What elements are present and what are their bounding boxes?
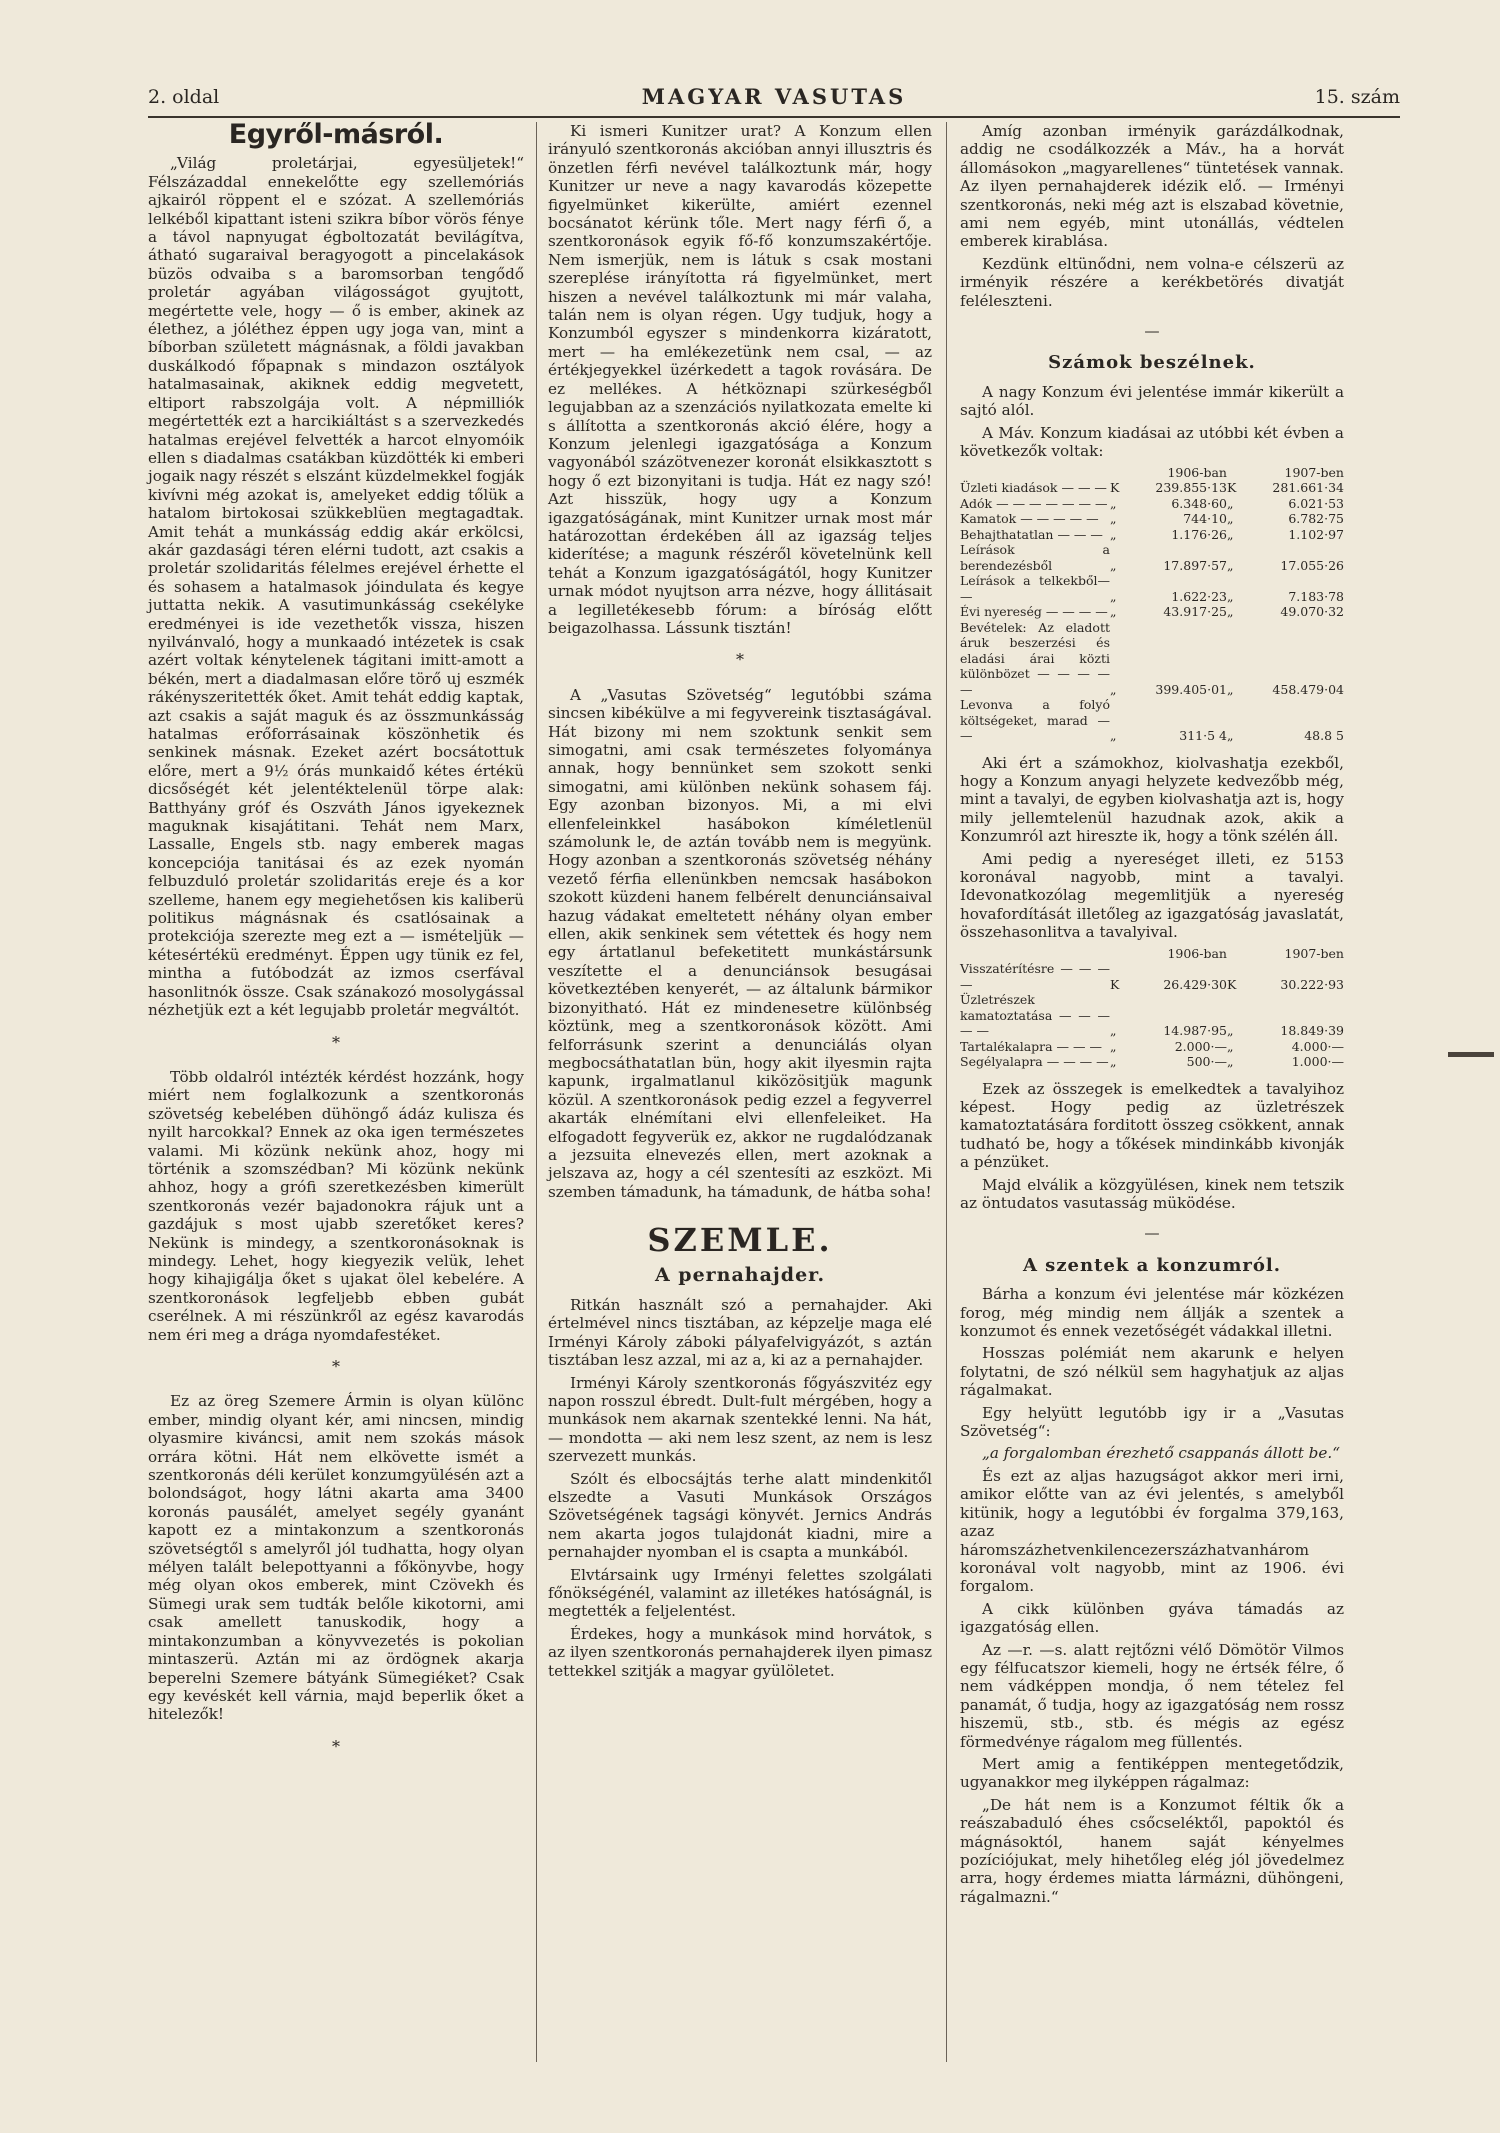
table-cell: Leírások a telkekből— — (960, 573, 1110, 604)
table-row (960, 961, 1344, 992)
paragraph: Ki ismeri Kunitzer urat? A Konzum ellen irányuló szentkoronás akcióban annyi illusztris és önzetlen férfi nevével találkoztunk már, hogy Kunitzer ur neve a nagy kavarodás közepette figyelmünket kikerülte, amiért ezennel bocsánatot kérünk tőle. Mert nagy férfi ő, a szentkoronások egyik fő-fő konzumszakértője. Nem ismerjük, nem is látuk s csak mostani szereplése irányította rá figyelmünket, mert hiszen a nevével találkoztunk mi már valaha, talán nem is olyan régen. Ugy tudjuk, hogy a Konzumból egyszer s mindenkorra kizáratott, mert — ha emlékezetünk nem csal, — az értékjegyekkel üzérkedett a tagok rovására. De ez mellékes. A hétköznapi szürkeségből legujabban az a szenzációs nyilatkozata emelte ki s állította a szentkoronás akció élére, hogy a Konzum jelenlegi igazgatósága a Konzum vagyonából százötvenezer koronát elsikkasztott s hogy ő ezt bizonyitani is tudja. Hát ez nagy szó! Azt hisszük, hogy ugy a Konzum igazgatóságának, mint Kunitzer urnak most már határozottan érdekében áll az igazság teljes kiderítése; a magunk részéről követelnünk kell tehát a Konzum igazgatóságától, hogy Kunitzer urnak módot nyujtson arra nézve, hogy állitásait a legilletékesebb fórum: a bíróság előtt beigazolhassa. Lássunk tisztán! (548, 122, 932, 637)
table-cell: Behajthatatlan — — — (960, 526, 1103, 542)
table-row (960, 1039, 1344, 1055)
section-title-szemle: SZEMLE. (647, 1221, 833, 1260)
paragraph: A cikk különben gyáva támadás az igazgatóság ellen. (960, 1599, 1344, 1637)
column-divider-1 (536, 122, 537, 2062)
table-cell: Üzleti kiadások — — — (960, 480, 1107, 495)
table-header-row (960, 946, 1344, 962)
table-header-cell: 1906-ban (1167, 464, 1227, 480)
column-2 (548, 122, 932, 1684)
table-row (960, 542, 1344, 573)
table-cell: 18.849·39 (1280, 1023, 1344, 1039)
paragraph: Ezek az összegek is emelkedtek a tavalyihoz képest. Hogy pedig az üzletrészek kamatoztatására forditott összeg csökkent, annak tudható be, hogy a tőkések mindinkább kivonják a pénzüket. (960, 1079, 1344, 1172)
table-cell: Levonva a folyó költségeket, marad — — (960, 697, 1110, 743)
paragraph: Szólt és elbocsájtás terhe alatt mindenkitől elszedte a Vasuti Munkások Országos Szövetségének tagsági könyvét. Jernics András nem akarta jogos tulajdonát kiadni, mire a pernahajder nyomban el is csapta a munkából. (548, 1469, 932, 1562)
paragraph: Érdekes, hogy a munkások mind horvátok, s az ilyen szentkoronás pernahajderek ilyen pimasz tettekkel szitják a magyar gyülöletet. (548, 1624, 932, 1680)
table-cell: „ (1226, 1038, 1234, 1054)
table-header-cell: 1907-ben (1284, 464, 1344, 480)
table-cell: „ (1110, 681, 1117, 697)
article-title-szamok-beszelnek: Számok beszélnek. (1048, 352, 1256, 374)
edge-mark (1448, 1052, 1494, 1057)
paragraph: Kezdünk eltünődni, nem volna-e célszerü az irményik részére a kerékbetörés divatját feléleszteni. (960, 254, 1344, 310)
table-cell: Évi nyereség — — — — (960, 604, 1108, 619)
table-cell: 30.222·93 (1280, 976, 1344, 992)
table-cell: „ (1226, 526, 1234, 542)
table-row (960, 527, 1344, 543)
table-cell: „ (1226, 511, 1234, 526)
table-cell: Tartalékalapra — — — (960, 1038, 1102, 1054)
table-cell: 6.021·53 (1288, 495, 1344, 511)
table-cell: 14.987·95 (1163, 1023, 1227, 1039)
expenses-table (960, 465, 1344, 744)
table-cell: „ (1110, 495, 1117, 511)
column-3 (960, 122, 1344, 1910)
paragraph: Több oldalról intézték kérdést hozzánk, hogy miért nem foglalkozunk a szentkoronás szövetség kebelében dühöngő ádáz kulisza és nyilt harcokkal? Ennek az oka igen természetes valami. Mi közünk nekünk ahoz, hogy mi történik a szomszédban? Mi közünk nekünk ahhoz, hogy a grófi szeretkezésben kimerült szentkoronás vezér bajadonokra rájuk unt a gazdájuk s most ujabb szeretőket keres? Nekünk is mindegy, a szentkoronásoknak is mindegy. Lehet, hogy kiegyezik velük, lehet hogy kihajigálja őket s ujakat ölel kebelére. A szentkoronások legfeljebb ebben gubát cserélnek. A mi részünkről az egész kavarodás nem éri meg a drága nyomdafestéket. (148, 1067, 524, 1344)
separator-dash: — (1144, 1224, 1160, 1243)
table-cell: 744·10 (1183, 511, 1227, 526)
table-header-cell: 1907-ben (1284, 945, 1344, 961)
paragraph: Hosszas polémiát nem akarunk e helyen folytatni, de szó nélkül sem hagyhatjuk az aljas rágalmakat. (960, 1344, 1344, 1400)
table-cell: 1.102·97 (1288, 526, 1344, 542)
table-cell: „ (1110, 526, 1117, 542)
page-number: 2. oldal (148, 86, 220, 108)
paragraph: Amíg azonban irményik garázdálkodnak, addig ne csodálkozzék a Máv., ha a horvát állomásokon „magyarellenes“ tüntetések vannak. Az ilyen pernahajderek idézik elő. — Irményi szentkoronás, neki még azt is elszabad követnie, ami nem egyéb, mint utonállás, védtelen emberek kirablása. (960, 122, 1344, 251)
paragraph: Irményi Károly szentkoronás főgyászvitéz egy napon rosszul ébredt. Dult-fult mérgében, hogy a munkások nem akarnak szentekké lenni. Na hát, — mondotta — aki nem lesz szent, az nem is lesz szervezett munkás. (548, 1373, 932, 1466)
article-title-egyrol-masrol: Egyről-másról. (228, 119, 444, 150)
table-cell: 43.917·25 (1163, 604, 1227, 619)
paragraph: Mert amig a fentiképpen mentegetődzik, ugyanakkor meg ilyképpen rágalmaz: (960, 1754, 1344, 1792)
table-cell: 1.000·— (1291, 1054, 1344, 1070)
paragraph: Egy helyütt legutóbb igy ir a „Vasutas Szövetség“: (960, 1403, 1344, 1441)
paragraph: A Máv. Konzum kiadásai az utóbbi két évben a következők voltak: (960, 423, 1344, 461)
table-cell: 6.782·75 (1288, 511, 1344, 526)
newspaper-title: MAGYAR VASUTAS (641, 84, 907, 109)
table-cell: „ (1110, 1023, 1117, 1039)
table-cell: 500·— (1186, 1054, 1227, 1070)
table-cell: Kamatok — — — — — (960, 511, 1099, 526)
table-cell: 49.070·32 (1280, 604, 1344, 619)
table-cell: 281.661·34 (1272, 480, 1344, 495)
table-row (960, 480, 1344, 496)
paragraph: Bárha a konzum évi jelentése már közkézen forog, még mindig nem állják a szentek a konzumot és ennek vezetőségét vádakkal illetni. (960, 1285, 1344, 1341)
paragraph: Majd elválik a közgyülésen, kinek nem tetszik az öntudatos vasutasság müködése. (960, 1175, 1344, 1212)
table-cell: „ (1226, 1054, 1234, 1070)
table-row (960, 620, 1344, 698)
table-header-row (960, 465, 1344, 481)
table-cell: „ (1110, 1054, 1117, 1070)
table-cell: 48.8 5 (1304, 728, 1344, 743)
article-title-szentek-konzumrol: A szentek a konzumról. (1022, 1254, 1282, 1276)
table-cell: 311·5 4 (1179, 728, 1227, 743)
table-cell: 458.479·04 (1272, 681, 1344, 697)
paragraph: A „Vasutas Szövetség“ legutóbbi száma sincsen kibékülve a mi fegyvereink tisztaságával. Hát bizony mi nem szoktunk senkit sem simogatni, ami csak természetes folyománya annak, hogy bennünket sem szokott senki simogatni, ami különben nekünk sohasem fáj. Egy azonban bizonyos. Mi, a mi elvi ellenfeleinkkel hasábokon kíméletlenül számolunk le, de aztán tovább nem is megyünk. Hogy azonban a szentkoronás szövetség néhány vezető férfia ellenünkben nemcsak hasábokon szokott küzdeni hanem felbérelt denunciánsaival hazug vádakat emeltetett néhány olyan ember ellen, akik senkinek sem vétettek és hogy nem egy ártatlanul befeketitett munkástársunk veszítette el a denunciánsok besugásai következtében kenyerét, — az általunk bármikor bizonyitható. Hát ez mindenesetre különbség köztünk, meg a szentkoronások között. Ami felforrásunk szerint a denunciálás olyan megbocsáthatatlan bün, hogy akit ilyesmin rajta kapunk, irgalmatlanul kiközösitjük magunk közül. A szentkoronások pedig ezzel a fegyverrel akarták elnémítani elvi ellenfeleiket. Ha elfogadott fegyverük ez, akkor ne rugdalódzanak a jezsuita elnevezés ellen, mert azoknak a jelszava az, hogy a cél szentesíti az eszközt. Mi szemben támadunk, ha támadunk, de hátba soha! (548, 685, 932, 1201)
table-cell: „ (1110, 1038, 1117, 1054)
table-row (960, 1054, 1344, 1070)
table-cell: 2.000·— (1174, 1038, 1227, 1054)
table-cell: „ (1226, 681, 1234, 697)
paragraph: „Világ proletárjai, egyesüljetek!“ Félszázaddal ennekelőtte egy szellemóriás ajkairól röppent el e szózat. A szellemóriás lelkéből kipattant isteni szikra bíbor vörös fénye a távol napnyugat égboltozatát bevilágítva, átható sugaraival beragyogott a pincelakások büzös odvaiba s a baromsorban tengődő proletár agyában világosságot gyujtott, megértette vele, hogy — ő is ember, akinek az élethez, a jóléthez éppen ugy joga van, mint a bíborban született mágnásnak, a földi javakban duskálkodó főpapnak s mindazon osztályok hatalmasainak, akiknek eddig megvetett, eltiport rabszolgája volt. A népmilliók megértették ezt a harcikiáltást s a szervezkedés hatalmas erejével felvették a harcot elnyomóik ellen s diadalmas csatákban küzdötték ki emberi jogaik nagy részét s elszánt küzdelmekkel fogják kivívni még azokat is, amelyeket eddig tőlük a hatalom birtokosai szükkeblüen megtagadtak. Amit tehát a munkásság eddig akár erkölcsi, akár gazdasági téren elérni tudott, azt csakis a proletár szolidaritás félelmes erejével érhette el és sohasem a hatalmasok jóindulata és kegye juttatta nekik. A vasutimunkásság csekélyke eredményei is ide vezethetők vissza, hiszen nyilvánvaló, hogy a munkaadó intézetek is csak azért voltak kénytelenek tágitani imitt-amott a békén, mert a diadalmasan előre törő uj eszmék rákényszeritették őket. Amit tehát eddig kaptak, azt csakis a saját maguk és az összmunkásság hatalmas erőforrásainak köszönhetik és senkinek másnak. Ezeket azért bocsátottuk előre, mert a 9½ órás munkaidő kétes értékü dicsőségét két jelentéktelenül törpe alak: Batthyány gróf és Oszváth János igyekeznek maguknak kisajátitani. Tehát nem Marx, Lassalle, Engels stb. nagy emberek magas koncepciója tanitásai és az ezek nyomán felbuzduló proletár szolidaritás ereje és a kor szelleme, hanem egy megiehetősen kis kaliberü politikus mágnásnak és csatlósainak a protekciója szerezte meg ezt a — ismételjük — kétesértékü eredményt. Éppen ugy tünik ez fel, mintha a futóbodzát az izmos cserfával hasonlitnók össze. Csak szánakozó mosolygással nézhetjük ezt a két legujabb proletár megváltót. (148, 154, 524, 1020)
table-row (960, 604, 1344, 620)
table-cell: „ (1226, 588, 1234, 604)
table-cell: K (1110, 480, 1120, 495)
table-cell: „ (1110, 557, 1117, 573)
table-cell: „ (1226, 495, 1234, 511)
paragraph: A nagy Konzum évi jelentése immár kikerült a sajtó alól. (960, 382, 1344, 420)
table-cell: 399.405·01 (1155, 681, 1227, 697)
paragraph: Ritkán használt szó a pernahajder. Aki értelmével nincs tisztában, az képzelje maga elé Irményi Károly záboki pályafelvigyázót, s aztán tisztában lesz azzal, mi az a, ki az a pernahajder. (548, 1295, 932, 1370)
paragraph: Ez az öreg Szemere Ármin is olyan különc ember, mindig olyant kér, ami nincsen, mindig olyasmire kiváncsi, amit nem szokás mások orrára kötni. Hát nem elkövette ismét a szentkoronás déli kerület konzumgyülésén azt a bolondságot, hogy látni akarta ama 3400 koronás pausálét, amelyet segély gyanánt kapott ez a mintakonzum a szentkoronás szövetségtől s amelyről jól tudhatta, hogy olyan mélyen talált belepottyanni a főkönyvbe, hogy még olyan okos emberek, mint Czövekh és Sümegi urak sem tudták belőle kikotorni, ami csak amellett tanuskodik, hogy a mintakonzumban a könyvvezetés is pokolian mintaszerü. Aztán mi az ördögnek akarja beperelni Szemere bátyánk Sümegiéket? Csak egy kevéskét kell várnia, majd beperlik őket a hitelezők! (148, 1392, 524, 1724)
separator-star: * (332, 1736, 340, 1756)
table-row (960, 992, 1344, 1039)
header-rule (148, 116, 1400, 118)
quote: „a forgalomban érezhető csappanás állott be.“ (982, 1444, 1340, 1463)
separator-star: * (736, 650, 744, 670)
table-cell: „ (1110, 588, 1117, 604)
quote: „De hát nem is a Konzumot féltik ők a reászabaduló éhes csőcseléktől, papoktól és mágnásoktól, hanem saját kényelmes pozíciójukat, mely hihetőleg elég jól jövedelmez arra, hogy érdemes miatta lármázni, dühöngeni, rágalmazni.“ (960, 1795, 1344, 1906)
table-cell: „ (1110, 728, 1117, 743)
paragraph: Aki ért a számokhoz, kiolvashatja ezekből, hogy a Konzum anyagi helyzete kedvezőbb még, mint a tavalyi, de egyben kiolvashatja azt is, hogy mily jellemtelenül hazudnak azok, akik a Konzumról azt hireszte ik, hogy a tönk szélén áll. (960, 753, 1344, 846)
table-cell: 17.055·26 (1280, 557, 1344, 573)
table-cell: 4.000·— (1291, 1038, 1344, 1054)
table-cell: „ (1226, 1023, 1234, 1039)
table-row (960, 496, 1344, 512)
issue-number: 15. szám (1314, 86, 1400, 108)
table-cell: Leírások a berendezésből (960, 542, 1110, 573)
separator-star: * (332, 1357, 340, 1376)
article-title-pernahajder: A pernahajder. (654, 1263, 826, 1286)
table-cell: 7.183·78 (1288, 588, 1344, 604)
table-cell: „ (1226, 557, 1234, 573)
table-header-cell: 1906-ban (1167, 945, 1227, 961)
separator-dash: — (1144, 322, 1160, 341)
table-cell: Segélyalapra — — — — (960, 1054, 1109, 1070)
column-1 (148, 119, 524, 1772)
table-cell: 1.622·23 (1171, 588, 1227, 604)
paragraph: Elvtársaink ugy Irményi felettes szolgálati főnökségénél, valamint az illetékes hatóságnál, is megtették a feljelentést. (548, 1565, 932, 1621)
paragraph: Az —r. —s. alatt rejtőzni vélő Dömötör Vilmos egy félfucatszor kiemeli, hogy ne értsék félre, ő nem vádképpen mondja, ő nem tételez fel panamát, ő tudja, hogy az igazgatóság nem rossz hiszemü, stb., stb. és mégis az egész förmedvénye rágalom meg füllentés. (960, 1640, 1344, 1751)
table-cell: „ (1110, 511, 1117, 526)
table-cell: K (1226, 976, 1237, 992)
paragraph: És ezt az aljas hazugságot akkor meri irni, amikor előtte van az évi jelentés, s amelyből kitünik, hogy a legutóbbi év forgalma 379,163, azaz háromszázhetvenkilencezerszázhatvanhárom koronával volt nagyobb, mint az 1906. évi forgalom. (960, 1466, 1344, 1596)
table-row (960, 697, 1344, 744)
profit-distribution-table (960, 946, 1344, 1070)
table-row (960, 573, 1344, 604)
table-cell: 26.429·30 (1163, 976, 1227, 992)
table-cell: Üzletrészek kamatoztatása — — — — — (960, 992, 1110, 1039)
table-cell: Visszatérítésre — — — — (960, 961, 1110, 992)
table-cell: 239.855·13 (1155, 480, 1227, 495)
table-cell: K (1110, 976, 1120, 992)
table-cell: „ (1110, 604, 1117, 619)
column-divider-2 (946, 122, 947, 2062)
table-cell: 1.176·26 (1171, 526, 1227, 542)
table-row (960, 511, 1344, 527)
table-cell: Bevételek: Az eladott áruk beszerzési és eladási árai közti különbözet — — — — — (960, 619, 1110, 697)
table-cell: Adók — — — — — — — (960, 495, 1108, 511)
table-cell: 17.897·57 (1163, 557, 1227, 573)
table-cell: „ (1226, 604, 1234, 619)
paragraph: Ami pedig a nyereséget illeti, ez 5153 koronával nagyobb, mint a tavalyi. Idevonatkozólag megemlitjük a nyereség hovafordítását illetőleg az igazgatóság javaslatát, összehasonlitva a tavalyival. (960, 849, 1344, 942)
table-cell: K (1226, 480, 1237, 495)
table-cell: 6.348·60 (1171, 495, 1227, 511)
separator-star: * (332, 1032, 340, 1052)
table-cell: „ (1226, 728, 1234, 743)
page-header (148, 82, 1400, 116)
